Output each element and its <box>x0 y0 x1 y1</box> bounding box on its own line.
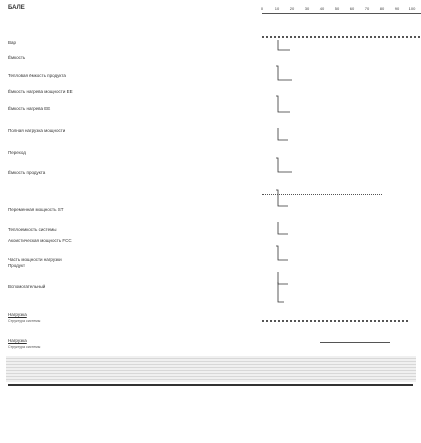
row-label-8: Переменная мощность ST <box>8 207 64 212</box>
row-label-6: Переход <box>8 150 26 155</box>
top-axis-tick: 60 <box>349 6 355 11</box>
fig1-title: Нагрузка <box>8 312 27 317</box>
top-axis-tick: 30 <box>304 6 310 11</box>
fig2-axis <box>320 342 390 343</box>
row-label-0: Вар <box>8 40 17 45</box>
row-label-5: Полная нагрузка мощности <box>8 128 66 133</box>
row-label-9: Теплоемкость системы <box>8 227 57 232</box>
row-label-10: Акоистическая мощность FCC <box>8 238 72 243</box>
row-label-3: Ёмкость нагрева мощности ЕЕ <box>8 89 73 94</box>
top-axis-tick: 10 <box>274 6 280 11</box>
top-axis-tick: 0 <box>260 6 264 11</box>
row-label-4: Ёмкость нагрева ЕЕ <box>8 106 51 111</box>
row-label-11: Часть мощности нагрузки <box>8 257 62 262</box>
row-label-2: Тепловая ёмкость продукта <box>8 73 66 78</box>
trace-low <box>270 282 310 312</box>
fig2-title: Нагрузка <box>8 338 27 343</box>
section-label: Вспомогательный <box>8 284 46 289</box>
footer-rule <box>8 384 413 386</box>
row-label-1: Ёмкость <box>8 55 26 60</box>
top-axis-tick: 40 <box>319 6 325 11</box>
top-axis-tick: 90 <box>394 6 400 11</box>
trace-top <box>270 40 330 220</box>
top-axis-tick: 20 <box>289 6 295 11</box>
app-title: БАЛЕ <box>8 5 25 11</box>
mid-dotted-axis <box>262 194 382 195</box>
footer-band <box>6 356 416 382</box>
row-label-7: Ёмкость продукта <box>8 170 46 175</box>
fig2-subtitle: Структура системы <box>8 345 41 349</box>
top-axis <box>262 13 421 14</box>
top-axis-tick: 100 <box>408 6 416 11</box>
top-axis-tick: 80 <box>379 6 385 11</box>
top-axis-tick: 70 <box>364 6 370 11</box>
fig1-subtitle: Структура системы <box>8 319 41 323</box>
top-axis-tick: 50 <box>334 6 340 11</box>
row-label-12: Продукт <box>8 263 26 268</box>
fig1-axis <box>262 320 408 322</box>
dense-tick-row <box>262 36 421 38</box>
